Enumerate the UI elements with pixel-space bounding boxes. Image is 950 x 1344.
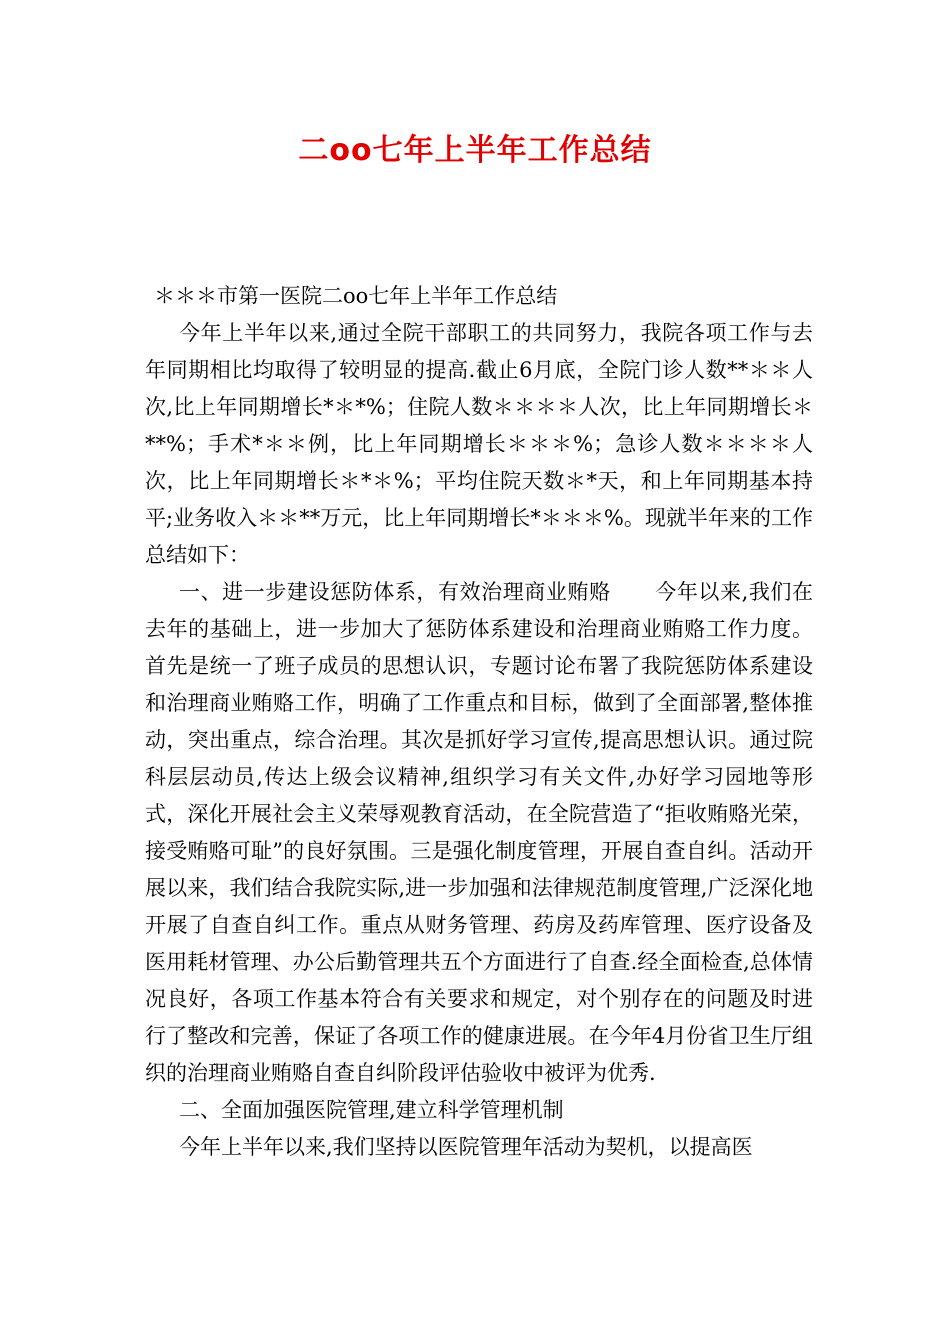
intro-paragraph: 今年上半年以来,通过全院干部职工的共同努力，我院各项工作与去年同期相比均取得了较明显的提高.截止6月底，全院门诊人数**＊＊人次,比上年同期增长*＊*%；住院人数＊＊＊＊人次，比上年同期增长＊**%；手术*＊＊例，比上年同期增长＊＊＊%；急诊人数＊＊＊＊人次，比上年同期增长＊*＊%；平均住院天数＊*天，和上年同期基本持平;业务收入＊＊**万元，比上年同期增长*＊＊＊%。现就半年来的工作总结如下： — [145, 321, 813, 567]
document-subtitle: ＊＊＊市第一医院二oo七年上半年工作总结 — [154, 284, 558, 308]
section-1-heading: 一、进一步建设惩防体系，有效治理商业贿赂 — [179, 580, 611, 604]
section-2-text: 今年上半年以来,我们坚持以医院管理年活动为契机，以提高医 — [179, 1135, 753, 1159]
document-body — [145, 278, 813, 1166]
section-1-text: 今年以来,我们在去年的基础上，进一步加大了惩防体系建设和治理商业贿赂工作力度。首先是统一了班子成员的思想认识，专题讨论布署了我院惩防体系建设和治理商业贿赂工作，明确了工作重点和目标，做到了全面部署,整体推动，突出重点，综合治理。其次是抓好学习宣传,提高思想认识。通过院科层层动员,传达上级会议精神,组织学习有关文件,办好学习园地等形式，深化开展社会主义荣辱观教育活动，在全院营造了“拒收贿赂光荣，接受贿赂可耻”的良好氛围。三是强化制度管理，开展自查自纠。活动开展以来，我们结合我院实际,进一步加强和法律规范制度管理,广泛深化地开展了自查自纠工作。重点从财务管理、药房及药库管理、医疗设备及医用耗材管理、办公后勤管理共五个方面进行了自查.经全面检查,总体情况良好，各项工作基本符合有关要求和规定，对个别存在的问题及时进行了整改和完善，保证了各项工作的健康进展。在今年4月份省卫生厅组织的治理商业贿赂自查自纠阶段评估验收中被评为优秀. — [145, 580, 813, 1085]
section-2-heading: 二、全面加强医院管理,建立科学管理机制 — [179, 1098, 564, 1122]
document-title: 二oo七年上半年工作总结 — [298, 133, 652, 168]
section-1-paragraph — [145, 574, 813, 1092]
